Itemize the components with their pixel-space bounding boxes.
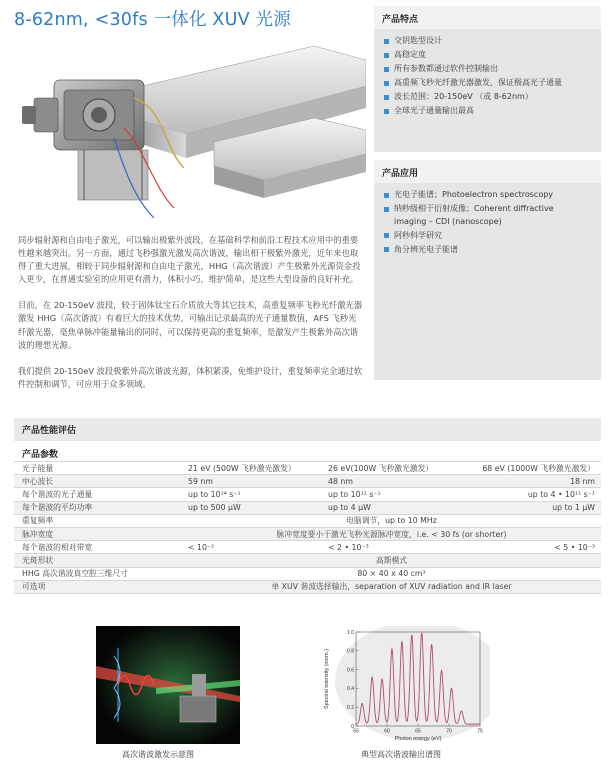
- table-row: HHG 高次谐波真空腔三维尺寸 80 × 40 x 40 cm³: [14, 567, 601, 580]
- params-table: [14, 461, 601, 594]
- page-title: 8-62nm, <30fs 一体化 XUV 光源: [14, 10, 291, 30]
- figure-caption-left: 高次谐波激发示意图: [122, 750, 194, 759]
- table-row: 中心波长 59 nm 48 nm 18 nm: [14, 475, 601, 488]
- square-bullet-icon: [384, 207, 389, 212]
- applications-heading: 产品应用: [374, 160, 601, 183]
- performance-heading: 产品性能评估: [14, 418, 601, 441]
- square-bullet-icon: [384, 193, 389, 198]
- table-row: 光子能量 21 eV (500W 飞秒激光激发） 26 eV(100W 飞秒激光激发） 68 eV (1000W 飞秒激光激发）: [14, 462, 601, 475]
- list-item: 光电子能谱；Photoelectron spectroscopy: [384, 189, 593, 202]
- square-bullet-icon: [384, 109, 389, 114]
- table-row: 可选项 单 XUV 谐波选择输出，separation of XUV radiation and IR laser: [14, 580, 601, 593]
- list-item: 角分辨光电子能谱: [384, 244, 593, 257]
- table-row: 光斑形状 高斯模式: [14, 554, 601, 567]
- features-list: [374, 29, 601, 118]
- list-item: 全球光子通量输出最高: [384, 105, 593, 118]
- square-bullet-icon: [384, 39, 389, 44]
- features-heading: 产品特点: [374, 6, 601, 29]
- features-panel: [374, 6, 601, 152]
- square-bullet-icon: [384, 81, 389, 86]
- x-tick-label: 55: [353, 728, 359, 735]
- x-tick-label: 75: [477, 728, 483, 735]
- list-item: 纳秒级相干衍射成像；Coherent diffractive imaging – CDI (nanoscope): [384, 203, 593, 228]
- y-axis-label: Spectral intensity (norm.): [324, 649, 330, 709]
- intro-text: [18, 234, 364, 404]
- intro-paragraph: 同步辐射源和自由电子激光，可以输出极紫外波段，在基础科学和前沿工程技术应用中的重要性越来越突出。另一方面，通过飞秒强激光激发高次谐波，输出相干极紫外激光，近年来也取得了重大进展，相较于同步辐射源和自由电子激光，HHG（高次谐波）产生极紫外光源资金投入更少，在普通实验室的应用更有潜力，体积小巧，维护简单，是这些大型设备的良好补充。: [18, 235, 361, 285]
- y-tick-label: 0.6: [347, 667, 354, 674]
- list-item: 高重频飞秒光纤激光器激发，保证极高光子通量: [384, 77, 593, 90]
- x-tick-label: 70: [446, 728, 452, 735]
- list-item: 波长范围：20-150eV （或 8-62nm）: [384, 91, 593, 104]
- square-bullet-icon: [384, 67, 389, 72]
- hhg-spectrum-chart: [320, 626, 490, 744]
- y-tick-label: 1.0: [347, 629, 354, 636]
- table-row: 每个谐波的光子通量 up to 10¹⁴ s⁻¹ up to 10¹² s⁻¹ up to 4 • 10¹¹ s⁻¹: [14, 488, 601, 501]
- y-tick-label: 0.4: [347, 686, 354, 693]
- y-tick-label: 0: [351, 723, 354, 730]
- list-item: 阿秒科学研究: [384, 230, 593, 243]
- x-axis-label: Photon energy (eV): [394, 736, 442, 742]
- square-bullet-icon: [384, 233, 389, 238]
- applications-panel: [374, 160, 601, 380]
- x-tick-label: 60: [384, 728, 390, 735]
- list-item: 所有参数都通过软件控制输出: [384, 63, 593, 76]
- square-bullet-icon: [384, 95, 389, 100]
- table-row: 重复频率 电脑调节，up to 10 MHz: [14, 514, 601, 527]
- list-item: 交钥匙型设计: [384, 35, 593, 48]
- figure-caption-right: 典型高次谐波输出谱图: [361, 750, 441, 759]
- table-row: 每个谐波的平均功率 up to 500 μW up to 4 μW up to 1 μW: [14, 501, 601, 514]
- intro-paragraph: 目前，在 20-150eV 波段，较于固体钛宝石介质放大等其它技术，高重复频率飞秒光纤激光器激发 HHG（高次谐波）有着巨大的技术优势，可输出记录最高的光子通量数值，AFS 飞秒光纤激光器，毫焦单脉冲能量输出的同时，可以保持更高的重复频率，是激发产生极紫外高次谐波的理想光源。: [18, 300, 363, 350]
- hhg-schematic-image: [96, 626, 240, 744]
- params-heading: 产品参数: [22, 450, 59, 460]
- y-tick-label: 0.8: [347, 648, 354, 655]
- square-bullet-icon: [384, 247, 389, 252]
- product-photo: [14, 38, 366, 226]
- square-bullet-icon: [384, 53, 389, 58]
- applications-list: [374, 183, 601, 256]
- table-row: 脉冲宽度 脉冲宽度要小于激光飞秒光源脉冲宽度，i.e. < 30 fs (or shorter): [14, 527, 601, 540]
- list-item: 高稳定度: [384, 49, 593, 62]
- x-tick-label: 65: [415, 728, 421, 735]
- table-row: 每个谐波的相对带宽 < 10⁻² < 2 • 10⁻³ < 5 • 10⁻³: [14, 541, 601, 554]
- y-tick-label: 0.2: [347, 705, 354, 711]
- intro-paragraph: 我们提供 20-150eV 波段极紫外高次谐波光源，体积紧凑，免维护设计，重复频率完全通过软件控制和调节，可应用于众多领域。: [18, 365, 363, 389]
